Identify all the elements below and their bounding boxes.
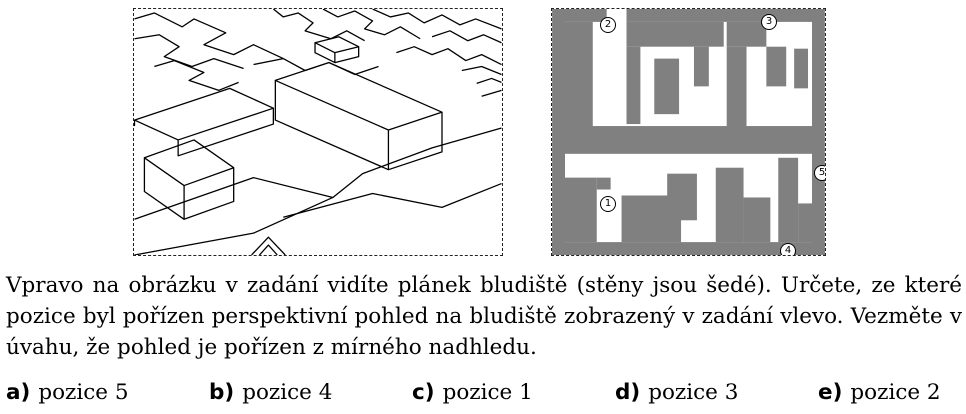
- maze-wall-4: [627, 9, 812, 22]
- option-d[interactable]: [615, 380, 738, 405]
- option-e-text: pozice 2: [850, 380, 941, 405]
- position-marker-3: 3: [761, 14, 777, 30]
- position-marker-1: 1: [600, 196, 616, 212]
- maze-wall-21: [778, 158, 798, 242]
- position-marker-2: 2: [600, 17, 616, 33]
- option-e-letter: e): [818, 380, 843, 405]
- maze-perspective-drawing: [134, 9, 502, 255]
- option-d-letter: d): [615, 380, 641, 405]
- maze-plan: [551, 8, 826, 256]
- question-text: Vpravo na obrázku v zadání vidíte plánek bludiště (stěny jsou šedé). Určete, ze které pozice byl pořízen perspektivní pohled na bludiště zobrazený v zadání vlevo. Vezměte v úvahu, že pohled je pořízen z mírného nadhledu.: [6, 273, 962, 360]
- maze-wall-6: [627, 22, 724, 47]
- maze-wall-9: [694, 47, 709, 87]
- maze-wall-0: [552, 9, 565, 255]
- maze-wall-14: [565, 126, 812, 154]
- maze-wall-15: [565, 178, 597, 242]
- maze-wall-13: [794, 49, 808, 89]
- maze-wall-18: [667, 174, 697, 221]
- position-marker-4: 4: [780, 243, 796, 256]
- option-c-letter: c): [412, 380, 435, 405]
- option-b-text: pozice 4: [242, 380, 333, 405]
- maze-wall-2: [812, 9, 825, 255]
- option-e[interactable]: [818, 380, 941, 405]
- option-c[interactable]: [412, 380, 533, 405]
- option-a-letter: a): [6, 380, 31, 405]
- maze-wall-7: [627, 47, 641, 124]
- maze-perspective-view: [133, 8, 503, 256]
- maze-wall-5: [565, 22, 593, 131]
- position-marker-5: 5: [814, 165, 826, 181]
- option-a[interactable]: [6, 380, 129, 405]
- maze-wall-20: [744, 197, 771, 242]
- option-b-letter: b): [209, 380, 235, 405]
- maze-wall-8: [654, 59, 679, 115]
- option-c-text: pozice 1: [442, 380, 533, 405]
- option-d-text: pozice 3: [648, 380, 739, 405]
- maze-plan-grid: [552, 9, 825, 255]
- option-a-text: pozice 5: [38, 380, 129, 405]
- maze-wall-19: [716, 168, 744, 242]
- maze-wall-10: [727, 22, 767, 47]
- option-b[interactable]: [209, 380, 332, 405]
- maze-wall-16: [597, 178, 611, 190]
- maze-wall-12: [766, 47, 786, 87]
- maze-wall-22: [798, 203, 812, 242]
